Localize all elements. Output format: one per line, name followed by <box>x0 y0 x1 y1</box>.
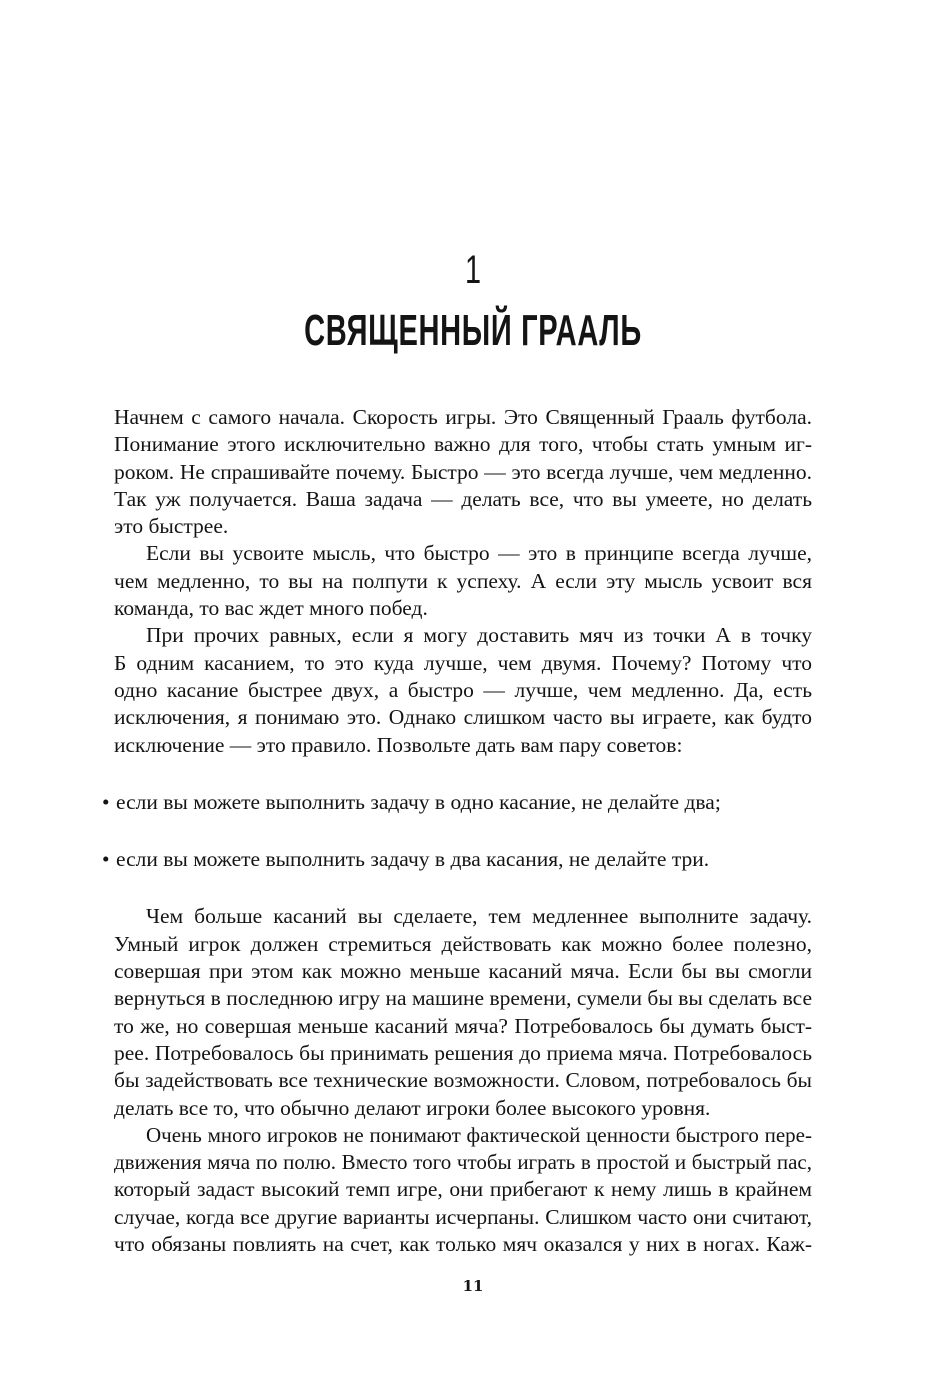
text-line: рее. Потребовалось бы принимать решения до приема мяча. Потребовалось <box>114 1040 812 1065</box>
paragraph <box>114 540 812 622</box>
text-line: Б одним касанием, то это куда лучше, чем двумя. Почему? Потому что <box>114 650 812 675</box>
text-line: исключение — это правило. Позвольте дать вам пару советов: <box>114 732 683 757</box>
text-line: вернуться в последнюю игру на машине времени, сумели бы вы сделать все <box>114 986 812 1011</box>
paragraph <box>114 622 812 758</box>
bullet-text: если вы можете выполнить задачу в одно касание, не делайте два; <box>116 789 721 814</box>
text-line: который задаст высокий темп игре, они прибегают к нему лишь в крайнем <box>114 1177 812 1202</box>
text-line: Умный игрок должен стремиться действовать как можно более полезно, <box>114 931 812 956</box>
bullet-item <box>102 789 812 816</box>
text-line: При прочих равных, если я могу доставить мяч из точки А в точку <box>146 623 812 648</box>
text-line: команда, то вас ждет много побед. <box>114 596 428 621</box>
chapter-number: 1 <box>464 248 482 292</box>
bullet-text: если вы можете выполнить задачу в два касания, не делайте три. <box>116 847 710 872</box>
paragraph <box>114 1122 812 1258</box>
text-line: Так уж получается. Ваша задача — делать все, что вы умеете, но делать <box>114 486 812 511</box>
text-line: Если вы усвоите мысль, что быстро — это в принципе всегда лучше, <box>146 541 812 566</box>
chapter-title: СВЯЩЕННЫЙ ГРААЛЬ <box>304 306 642 355</box>
text-line: Очень много игроков не понимают фактической ценности быстрого пере- <box>146 1122 812 1147</box>
text-line: делать все то, что обычно делают игроки более высокого уровня. <box>114 1095 711 1120</box>
text-line: Начнем с самого начала. Скорость игры. Это Священный Грааль футбола. <box>114 405 812 429</box>
text-line: Понимание этого исключительно важно для того, чтобы стать умным иг- <box>114 432 812 457</box>
page-number: 11 <box>462 1277 484 1295</box>
text-line: то же, но совершая меньше касаний мяча? Потребовалось бы думать быст- <box>114 1013 812 1038</box>
text-line: это быстрее. <box>114 514 229 539</box>
text-line: одно касание быстрее двух, а быстро — лучше, чем медленно. Да, есть <box>114 677 812 702</box>
text-line: движения мяча по полю. Вместо того чтобы играть в простой и быстрый пас, <box>114 1150 812 1175</box>
text-line: совершая при этом как можно меньше касаний мяча. Если бы вы смогли <box>114 959 812 984</box>
bullet-marker: • <box>102 789 110 814</box>
body-text <box>102 404 812 1258</box>
text-line: исключения, я понимаю это. Однако слишком часто вы играете, как будто <box>114 705 812 730</box>
text-line: что обязаны повлиять на счет, как только мяч оказался у них в ногах. Каж- <box>114 1232 812 1257</box>
text-line: Чем больше касаний вы сделаете, тем медленнее выполните задачу. <box>146 904 812 929</box>
bullet-marker: • <box>102 847 110 872</box>
text-line: бы задействовать все технические возможности. Словом, потребовалось бы <box>114 1068 812 1093</box>
bullet-item <box>102 846 812 873</box>
text-line: чем медленно, то вы на полпути к успеху. А если эту мысль усвоит вся <box>114 568 812 593</box>
text-line: случае, когда все другие варианты исчерпаны. Слишком часто они считают, <box>114 1204 812 1229</box>
text-line: роком. Не спрашивайте почему. Быстро — это всегда лучше, чем медленно. <box>114 459 812 484</box>
paragraph <box>114 404 812 540</box>
paragraph <box>114 903 812 1121</box>
